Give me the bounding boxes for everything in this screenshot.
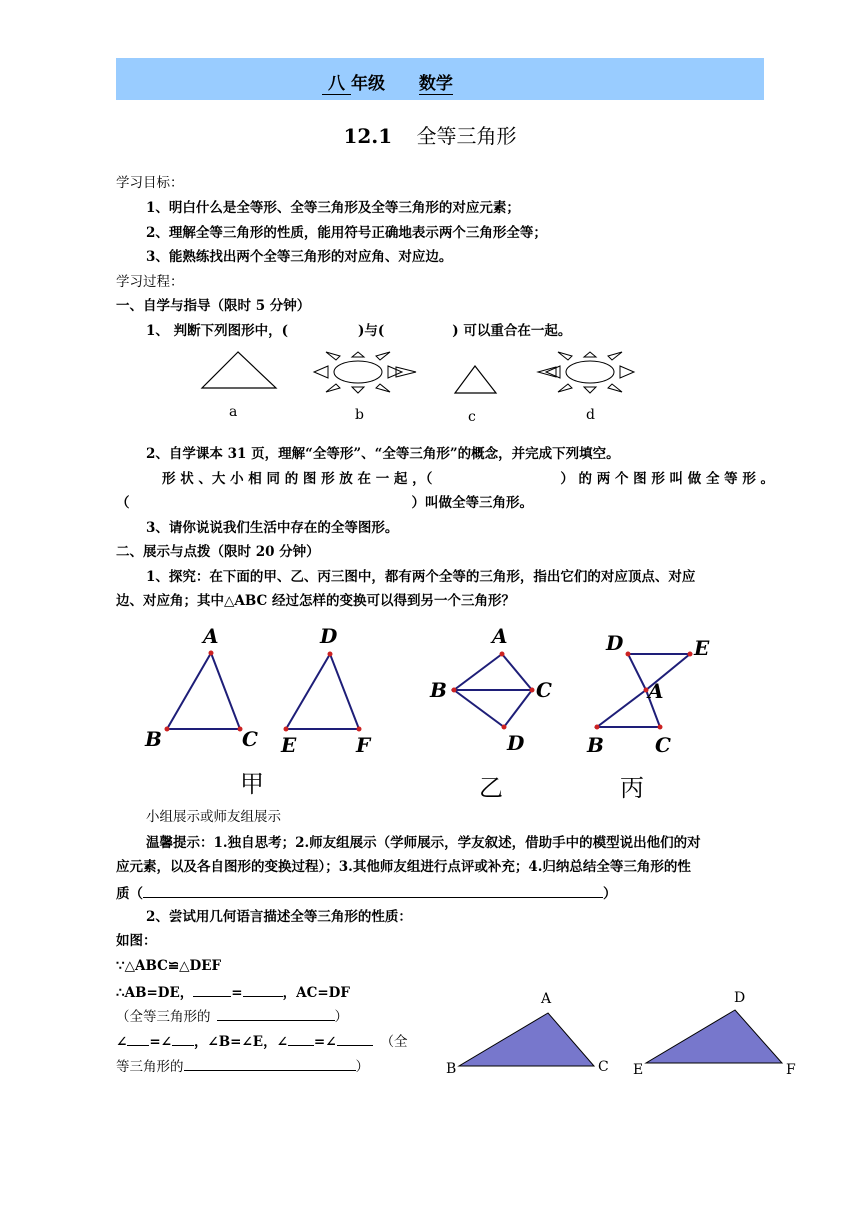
jia-label-e: E xyxy=(281,733,297,757)
tip-line3-b: ） xyxy=(603,886,617,902)
reason1-b: ） xyxy=(334,1009,348,1025)
q2-line1-b: ） 的 两 个 图 形 叫 做 全 等 形 。 xyxy=(560,471,775,487)
jia-label-b: B xyxy=(145,727,162,751)
reason2-a: 等三角形的 xyxy=(116,1059,184,1075)
triangle-abc-filled xyxy=(459,1013,594,1066)
q1-part-a: 1、 判断下列图形中，( xyxy=(146,323,288,339)
q2-line2-a: （ xyxy=(116,495,130,511)
bing-label-e: E xyxy=(694,636,710,660)
jia-label-f: F xyxy=(356,733,371,757)
because-line: ∵△ABC≌△DEF xyxy=(116,958,222,974)
angles-c: ，∠B=∠E，∠ xyxy=(193,1034,288,1050)
tip-line-2: 应元素，以及各自图形的变换过程）；3.其他师友组进行点评或补充；4.归纳总结全等三角形的性 xyxy=(116,859,691,875)
caption-bing: 丙 xyxy=(620,774,644,802)
tri-label-f: F xyxy=(786,1062,796,1078)
yi-label-b: B xyxy=(430,678,447,702)
section2-q1-line1: 1、探究：在下面的甲、乙、丙三图中，都有两个全等的三角形，指出它们的对应顶点、对应 xyxy=(146,569,696,585)
tri-label-c: C xyxy=(598,1059,609,1075)
reason1-a: （全等三角形的 xyxy=(116,1009,211,1025)
therefore-b: = xyxy=(231,985,243,1001)
bing-label-d: D xyxy=(606,631,624,655)
grade-value: 八 xyxy=(322,69,351,95)
objective-3: 3、能熟练找出两个全等三角形的对应角、对应边。 xyxy=(146,249,453,265)
bing-label-c: C xyxy=(655,733,671,757)
bing-label-b: B xyxy=(587,733,604,757)
bing-label-a: A xyxy=(648,679,664,703)
q1-part-c: ) 可以重合在一起。 xyxy=(452,323,572,339)
jia-label-a: A xyxy=(203,624,219,648)
section1-q3: 3、请你说说我们生活中存在的全等图形。 xyxy=(146,520,399,536)
title-number: 12.1 xyxy=(343,124,393,148)
jia-label-c: C xyxy=(242,727,258,751)
section2-q1-line2: 边、对应角；其中△ABC 经过怎样的变换可以得到另一个三角形？ xyxy=(116,593,515,609)
tri-label-a: A xyxy=(541,991,552,1007)
yi-label-d: D xyxy=(507,731,525,755)
q2-line1-a: 形 状 、大 小 相 同 的 图 形 放 在 一 起 ，（ xyxy=(162,471,433,487)
yi-label-a: A xyxy=(492,624,508,648)
tip-line-1: 温馨提示：1.独自思考；2.师友组展示（学师展示，学友叙述，借助手中的模型说出他们的对 xyxy=(146,835,701,851)
shape-label-c: c xyxy=(468,409,476,425)
triangle-def-filled xyxy=(646,1010,782,1063)
jia-label-d: D xyxy=(320,624,338,648)
title-text: 全等三角形 xyxy=(416,124,517,148)
therefore-a: ∴AB=DE， xyxy=(116,985,194,1001)
group-show: 小组展示或师友组展示 xyxy=(146,809,281,825)
angles-b: =∠ xyxy=(149,1034,172,1050)
shape-label-d: d xyxy=(586,407,595,423)
yi-label-c: C xyxy=(536,678,552,702)
tri-label-e: E xyxy=(633,1062,644,1078)
section1-q2: 2、自学课本 31 页，理解“全等形”、“全等三角形”的概念，并完成下列填空。 xyxy=(146,446,620,462)
caption-yi: 乙 xyxy=(479,774,503,802)
angles-a: ∠ xyxy=(116,1034,128,1050)
shape-label-b: b xyxy=(355,407,364,423)
q2-line2-b: ）叫做全等三角形。 xyxy=(411,495,533,511)
process-heading: 学习过程： xyxy=(116,274,184,290)
section1-heading: 一、自学与指导（限时 5 分钟） xyxy=(116,298,311,314)
section2-q2: 2、尝试用几何语言描述全等三角形的性质： xyxy=(146,909,412,925)
angles-e: （全 xyxy=(380,1034,408,1050)
angles-d: =∠ xyxy=(313,1034,337,1050)
therefore-c: ，AC=DF xyxy=(282,985,350,1001)
tri-label-d: D xyxy=(734,990,746,1006)
objectives-heading: 学习目标： xyxy=(116,175,184,191)
q1-part-b: )与( xyxy=(357,323,385,339)
as-shown: 如图： xyxy=(116,933,157,949)
caption-jia: 甲 xyxy=(240,770,264,798)
reason2-b: ） xyxy=(355,1059,369,1075)
shape-label-a: a xyxy=(229,404,238,420)
tri-label-b: B xyxy=(446,1061,457,1077)
grade-suffix: 年级 xyxy=(351,74,385,94)
subject: 数学 xyxy=(419,69,453,95)
section2-heading: 二、展示与点拨（限时 20 分钟） xyxy=(116,544,320,560)
objective-1: 1、明白什么是全等形、全等三角形及全等三角形的对应元素； xyxy=(146,200,520,216)
objective-2: 2、理解全等三角形的性质，能用符号正确地表示两个三角形全等； xyxy=(146,225,547,241)
tip-line3-a: 质（ xyxy=(116,886,143,902)
